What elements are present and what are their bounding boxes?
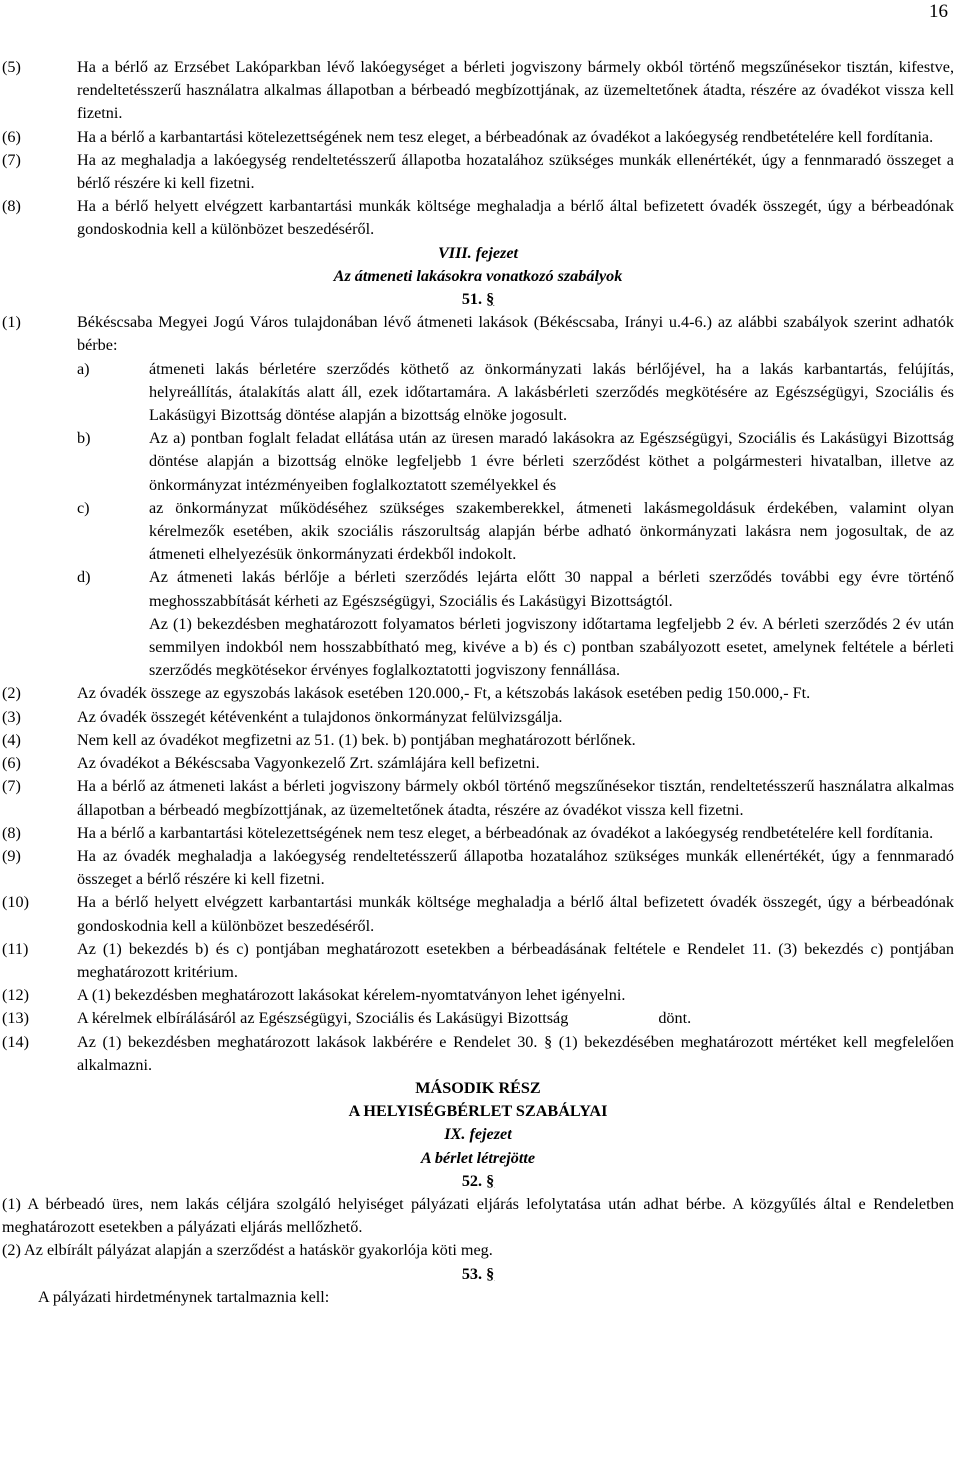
section-sign: § [486, 1264, 495, 1283]
paragraph-11 [2, 938, 954, 984]
paragraph-text: A kérelmek elbírálásáról az Egészségügyi, Szociális és Lakásügyi Bizottság [77, 1009, 569, 1028]
paragraph-number: (7) [2, 777, 21, 796]
part-title: A HELYISÉGBÉRLET SZABÁLYAI [348, 1102, 608, 1121]
paragraph-number: (10) [2, 893, 29, 912]
paragraph-text: Ha a bérlő a karbantartási kötelezettségének nem tesz eleget, a bérbeadónak az óvadékot a lakóegység rendbetételére kell fordítania. [77, 823, 934, 842]
paragraph-number: (3) [2, 707, 21, 726]
paragraph-number: (1) [2, 313, 21, 332]
paragraph-53-1: A pályázati hirdetménynek tartalmaznia kell: [38, 1287, 330, 1306]
paragraph-number: (5) [2, 58, 21, 76]
section-number: 53. [461, 1264, 483, 1283]
paragraph-text: Ha a bérlő helyett elvégzett karbantartási munkák költsége meghaladja a bérlő által befizetett óvadék összegét, úgy a bérbeadónak gondoskodnia kell a különbözet beszedéséről. [77, 893, 954, 935]
paragraph-text: Az óvadék összegét kétévenként a tulajdonos önkormányzat felülvizsgálja. [77, 707, 563, 726]
page-number: 16 [929, 1, 948, 22]
paragraph-number: (6) [2, 127, 21, 146]
point-letter: b) [77, 429, 91, 448]
paragraph-7b [2, 775, 954, 821]
paragraph-7 [2, 149, 954, 195]
paragraph-text: Ha az óvadék meghaladja a lakóegység rendeltetésszerű állapotba hozatalához szükséges munkák ellenértékét, úgy a fennmaradó összeget a bérlő részére ki kell fizetni. [77, 846, 954, 889]
paragraph-number: (6) [2, 754, 21, 773]
paragraph-text: Az (1) bekezdés b) és c) pontjában meghatározott esetekben a bérbeadásának feltétele e Rendelet 11. (3) bekezdés c) pontjában meghatározott kritérium. [77, 939, 954, 981]
point-text: Az a) pontban foglalt feladat ellátása után az üresen maradó lakásokra az Egészségügyi, Szociális és Lakásügyi Bizottság döntése alapján a bizottság elnöke legfeljebb 1 évre bérleti szerződést köthet a polgármesteri hivatalban, illetve az önkormányzat intézményeiben foglalkoztatott személyekkel és [149, 429, 954, 494]
paragraph-number: (8) [2, 823, 21, 842]
point-text: az önkormányzat működéséhez szükséges szakemberekkel, átmeneti lakásmegoldásuk érdekében, valamint olyan kérelmezők esetében, akik szociális rászorultság alapján bérbe adható önkormányzati lakásra nem jogosultak, de az átmeneti elhelyezésük önkormányzati érdekből indokolt. [149, 498, 954, 564]
point-letter: a) [77, 359, 90, 378]
section-number: 52. [461, 1171, 483, 1190]
point-letter: c) [77, 498, 90, 517]
chapter-label: VIII. fejezet [437, 243, 519, 262]
chapter-label: IX. fejezet [444, 1125, 512, 1144]
paragraph-10 [2, 891, 954, 937]
paragraph-5 [2, 56, 954, 126]
paragraph-number: (2) [2, 684, 21, 703]
document-page [2, 56, 954, 1309]
section-heading [2, 1170, 954, 1193]
paragraph-text: Ha a bérlő az átmeneti lakást a bérleti jogviszony bármely okból történő megszűnésekor tisztán, rendeltetésszerű használatra alkalmas állapotban a bérbeadó megbízottjának, az üzemeltetőnek átadta, részére az óvadékot vissza kell fizetni. [77, 777, 954, 819]
paragraph-text: Ha az meghaladja a lakóegység rendeltetésszerű állapotba hozatalához szükséges munkák ellenértékét, úgy a fennmaradó összeget a bérlő részére ki kell fizetni. [77, 150, 954, 193]
paragraph-text: Ha a bérlő helyett elvégzett karbantartási munkák költsége meghaladja a bérlő által befizetett óvadék összegét, úgy a bérbeadónak gondoskodnia kell a különbözet beszedéséről. [77, 197, 954, 239]
paragraph-13 [2, 1007, 954, 1030]
paragraph-number: (8) [2, 197, 21, 216]
paragraph-14 [2, 1031, 954, 1077]
paragraph-number: (14) [2, 1032, 29, 1051]
paragraph-52-1: (1) A bérbeadó üres, nem lakás céljára szolgáló helyiséget pályázati eljárás lefolytatása után adhat bérbe. A közgyűlés által e Rendeletben meghatározott esetekben a pályázati eljárás mellőzhető. [2, 1194, 954, 1237]
point-a [2, 358, 954, 428]
paragraph-text: Ha a bérlő az Erzsébet Lakóparkban lévő lakóegységet a bérleti jogviszony bármely okból történő megszűnésekor tisztán, kifestve, rendeltetésszerű használatra alkalmas állapotban a bérbeadó megbízottjának, az üzemeltetőnek átadta, részére az óvadékot vissza kell fizetni. [77, 58, 954, 123]
paragraph-2 [2, 682, 954, 705]
section-heading [2, 1263, 954, 1286]
paragraph-text: Az óvadékot a Békéscsaba Vagyonkezelő Zrt. számlájára kell befizetni. [77, 754, 540, 773]
paragraph-number: (4) [2, 730, 21, 749]
paragraph-number: (7) [2, 150, 21, 169]
paragraph-6b [2, 752, 954, 775]
paragraph-text: Nem kell az óvadékot megfizetni az 51. (1) bek. b) pontjában meghatározott bérlőnek. [77, 730, 636, 749]
paragraph-text-end: dönt. [658, 1009, 692, 1028]
section-sign: § [544, 1032, 553, 1051]
point-b [2, 427, 954, 497]
chapter-title: A bérlet létrejötte [420, 1148, 536, 1167]
paragraph-12 [2, 984, 954, 1007]
paragraph-text-end: (1) bekezdésében meghatározott mértéket kell megfelelően alkalmazni. [77, 1032, 955, 1074]
point-text: Az átmeneti lakás bérlője a bérleti szerződés lejárta előtt 30 nappal a bérleti szerződés további egy évre történő meghosszabbítását kérheti az Egészségügyi, Szociális és Lakásügyi Bizottságtól. [149, 568, 954, 610]
paragraph-51-1 [2, 311, 954, 357]
paragraph-number: (11) [2, 939, 29, 958]
paragraph-text: Ha a bérlő a karbantartási kötelezettségének nem tesz eleget, a bérbeadónak az óvadékot a lakóegység rendbetételére kell fordítania. [77, 127, 934, 146]
point-d-continuation: Az (1) bekezdésben meghatározott folyamatos bérleti jogviszony időtartama legfeljebb 2 év. A bérleti szerződés 2 év után semmilyen indokból nem hosszabbítható meg, kivéve a b) és c) pontban szabályozott esetet, amelynek feltétele a bérleti szerződés megkötésekor érvényes foglalkoztatotti jogviszony fennállása. [149, 614, 954, 680]
section-number: 51. [461, 290, 483, 309]
paragraph-number: (12) [2, 986, 29, 1005]
paragraph-8b [2, 822, 954, 845]
section-sign: § [486, 1171, 495, 1190]
point-d [2, 566, 954, 612]
paragraph-text: Az óvadék összege az egyszobás lakások esetében 120.000,- Ft, a kétszobás lakások esetében pedig 150.000,- Ft. [77, 684, 811, 703]
paragraph-number: (13) [2, 1009, 29, 1028]
paragraph-3 [2, 706, 954, 729]
paragraph-text: Az (1) bekezdésben meghatározott lakások lakbérére e Rendelet 30. [77, 1032, 538, 1051]
chapter-title: Az átmeneti lakásokra vonatkozó szabályok [333, 266, 623, 285]
paragraph-52-2: (2) Az elbírált pályázat alapján a szerződést a hatáskör gyakorlója köti meg. [2, 1241, 493, 1260]
paragraph-text: A (1) bekezdésben meghatározott lakásokat kérelem-nyomtatványon lehet igényelni. [77, 986, 626, 1005]
point-c [2, 497, 954, 567]
paragraph-9 [2, 845, 954, 891]
paragraph-6 [2, 126, 954, 149]
part-label: MÁSODIK RÉSZ [415, 1078, 541, 1097]
point-letter: d) [77, 568, 91, 587]
paragraph-number: (9) [2, 846, 21, 865]
point-text: átmeneti lakás bérletére szerződés köthető az önkormányzati lakás bérlőjével, ha a lakás karbantartás, felújítás, helyreállítás, átalakítás alatt áll, ezek időtartamára. A lakásbérleti szerződés megkötésére az Egészségügyi, Szociális és Lakásügyi Bizottság döntése alapján a bizottság elnöke jogosult. [149, 359, 954, 425]
paragraph-8 [2, 195, 954, 241]
paragraph-text: Békéscsaba Megyei Jogú Város tulajdonában lévő átmeneti lakások (Békéscsaba, Irányi u.4-6.) az alábbi szabályok szerint adhatók bérbe: [77, 313, 954, 355]
paragraph-4 [2, 729, 954, 752]
section-heading [2, 288, 954, 311]
section-sign: § [486, 290, 495, 309]
